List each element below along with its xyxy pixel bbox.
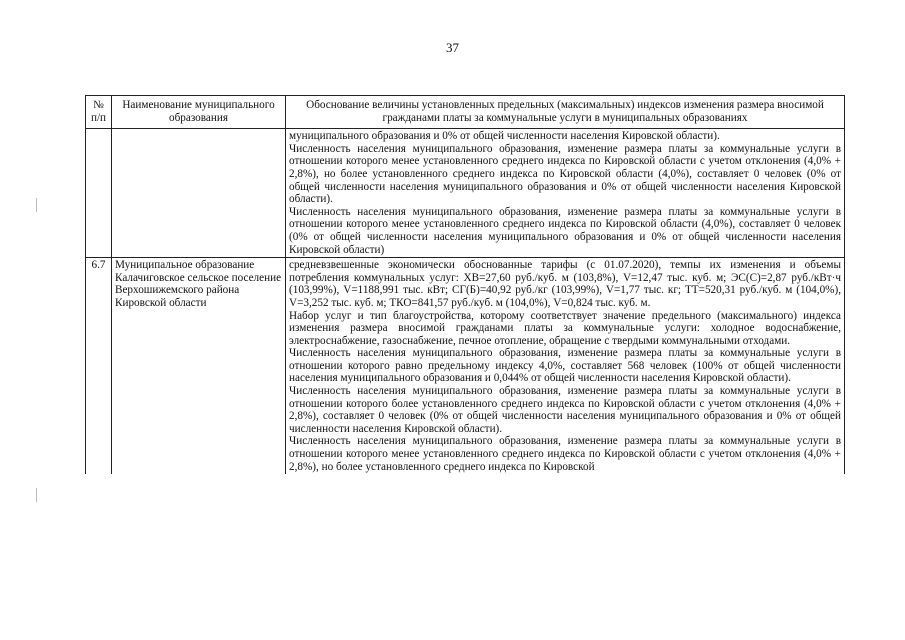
- table-row-6-7: [86, 258, 845, 475]
- paragraph: Численность населения муниципального образования, изменение размера платы за коммунальные услуги в отношении которого менее установленного среднего индекса по Кировской области с учетом отклонения (4,0% + 2,8%), но более установленного среднего индекса по Кировской области (4,0%), составляет 0 человек (0% от общей численности населения муниципального образования и 0% от общей численности населения Кировской области).: [289, 142, 841, 206]
- margin-mark-bottom: [36, 488, 37, 502]
- header-name: Наименование муниципального образования: [112, 96, 286, 129]
- header-justification: Обоснование величины установленных предельных (максимальных) индексов изменения размера вносимой гражданами платы за коммунальные услуги в муниципальных образованиях: [286, 96, 845, 129]
- table-header-row: [86, 96, 845, 129]
- paragraph: Численность населения муниципального образования, изменение размера платы за коммунальные услуги в отношении которого равно предельному индексу 4,0%, составляет 568 человек (100% от общей численности населения муниципального образования и 0,044% от общей численности населения Кировской области).: [289, 347, 841, 385]
- cell-num-empty: [86, 129, 112, 258]
- row-number: 6.7: [86, 258, 112, 475]
- municipal-index-table: [85, 95, 845, 474]
- municipality-name: Муниципальное образование Калачиговское сельское поселение Верхошижемского района Кировской области: [112, 258, 286, 475]
- table-row-continuation: [86, 129, 845, 258]
- paragraph: Численность населения муниципального образования, изменение размера платы за коммунальные услуги в отношении которого более установленного среднего индекса по Кировской области с учетом отклонения (4,0% + 2,8%), составляет 0 человек (0% от общей численности населения муниципального образования и 0% от общей численности населения Кировской области).: [289, 385, 841, 435]
- paragraph: Численность населения муниципального образования, изменение размера платы за коммунальные услуги в отношении которого менее установленного среднего индекса по Кировской области с учетом отклонения (4,0% + 2,8%), но более установленного среднего индекса по Кировской: [289, 435, 841, 473]
- cell-justification: [286, 258, 845, 475]
- paragraph: муниципального образования и 0% от общей численности населения Кировской области).: [289, 130, 720, 143]
- cell-justification: [286, 129, 845, 258]
- paragraph: средневзвешенные экономически обоснованные тарифы (с 01.07.2020), темпы их изменения и объемы потребления коммунальных услуг: ХВ=27,60 руб./куб. м (103,8%), V=12,47 тыс. куб. м; ЭС(С)=2,87 руб./кВт·ч (103,99%), V=1188,991 тыс. кВт; СГ(Б)=40,92 руб./кг (103,99%), V=1,77 тыс. кг; ТТ=520,31 руб./куб. м (104,0%), V=3,252 тыс. куб. м; ТКО=841,57 руб./куб. м (104,0%), V=0,824 тыс. куб. м.: [289, 259, 841, 309]
- paragraph: Набор услуг и тип благоустройства, которому соответствует значение предельного (максимального) индекса изменения размера вносимой гражданами платы за коммунальные услуги: холодное водоснабжение, электроснабжение, газоснабжение, печное отопление, обращение с твердыми коммунальными отходами.: [289, 309, 841, 347]
- paragraph: Численность населения муниципального образования, изменение размера платы за коммунальные услуги в отношении которого менее установленного среднего индекса по Кировской области (4,0%), составляет 0 человек (0% от общей численности населения муниципального образования и 0% от общей численности населения Кировской области): [289, 205, 841, 256]
- page-number: 37: [446, 40, 459, 55]
- cell-name-empty: [112, 129, 286, 258]
- margin-mark-top: [36, 198, 37, 212]
- header-num: № п/п: [86, 96, 112, 129]
